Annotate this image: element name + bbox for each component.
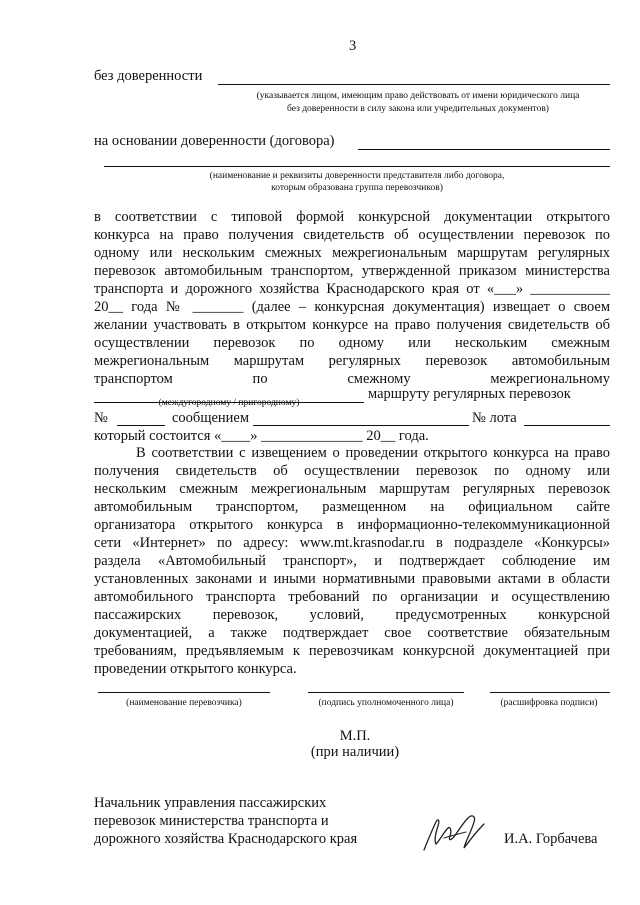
footer-name: И.А. Горбачева [504,831,598,847]
para2-line: В соответствии с извещением о проведении открытого конкурса на право [136,445,610,461]
para2-line-last: проведении открытого конкурса. [94,661,297,677]
with-proxy-field-line [358,149,610,150]
footer-position-line-2: перевозок министерства транспорта и [94,813,329,829]
held-date-line: который состоится «____» ______________ 20__ года. [94,428,429,444]
with-proxy-note-2: которым образована группа перевозчиков) [271,183,443,193]
para1-line: транспорта и дорожного хозяйства Краснодарского края от «___» ___________ [94,281,610,297]
lot-number-label: № лота [472,410,517,426]
footer-position-line-3: дорожного хозяйства Краснодарского края [94,831,358,847]
lot-number-field [524,425,610,426]
footer-position-line-1: Начальник управления пассажирских [94,795,327,811]
para2-line: получения свидетельств об осуществлении перевозок по одному или [94,463,610,479]
carrier-name-caption: (наименование перевозчика) [126,698,242,708]
para2-line: пассажирских перевозок, условий, предусмотренных конкурсной [94,607,610,623]
para2-line: раздела «Автомобильный транспорт», и подтверждает соблюдение им [94,553,610,569]
without-proxy-field-line [218,84,610,85]
stamp-if-any: (при наличии) [310,744,400,760]
para2-line: требованиям, предъявляемым к перевозчикам конкурсной документацией при [94,643,610,659]
para1-line: конкурса на право получения свидетельств об осуществлении перевозок по [94,227,610,243]
para1-line: перевозок автомобильным транспортом, утвержденной приказом министерства [94,263,610,279]
para1-line: в соответствии с типовой формой конкурсной документации открытого [94,209,610,225]
para2-line: сети «Интернет» по адресу: www.mt.krasnodar.ru в подразделе «Конкурсы» [94,535,610,551]
message-number-field [117,425,165,426]
route-suffix: маршруту регулярных перевозок [368,386,571,402]
with-proxy-field-line-2 [104,166,610,167]
para1-line: осуществлении перевозок по одному или нескольким смежным [94,335,610,351]
page-number: 3 [349,38,357,54]
with-proxy-label: на основании доверенности (договора) [94,133,335,149]
message-label: сообщением [172,410,250,426]
para1-line: одному или нескольким смежных межрегиональным маршрутам регулярных [94,245,610,261]
message-number-label: № [94,410,108,426]
carrier-name-line [98,692,270,693]
stamp-place: М.П. [339,728,371,744]
para1-line: желании участвовать в открытом конкурсе на право получения свидетельств об [94,317,610,333]
message-field [253,425,469,426]
route-type-note: (междугородному / пригородному) [158,398,300,408]
para2-line: автомобильного транспорта требований по организации и осуществлению [94,589,610,605]
para2-line: организатора открытого конкурса в информационно-телекоммуникационной [94,517,610,533]
para1-line: 20__ года № _______ (далее – конкурсная документация) извещает о своем [94,299,610,315]
with-proxy-note-1: (наименование и реквизиты доверенности представителя либо договора, [209,171,505,181]
without-proxy-note-2: без доверенности в силу закона или учредительных документов) [287,104,549,114]
para2-line: нескольким смежным межрегиональным маршрутам регулярных перевозок [94,481,610,497]
para1-line: транспортом по смежному межрегиональному [94,371,610,387]
signature-caption: (подпись уполномоченного лица) [318,698,454,708]
without-proxy-label: без доверенности [94,68,203,84]
handwritten-signature-icon [418,810,498,858]
without-proxy-note-1: (указывается лицом, имеющим право действовать от имени юридического лица [256,91,580,101]
signature-line [308,692,464,693]
decode-caption: (расшифровка подписи) [500,698,598,708]
decode-line [490,692,610,693]
para1-line: межрегиональным маршрутам регулярных перевозок автомобильным [94,353,610,369]
para2-line: автомобильным транспортом, размещенном на официальном сайте [94,499,610,515]
para2-line: установленных законами и иными нормативными правовыми актами в области [94,571,610,587]
para2-line: документацией, а также подтверждает свое соответствие обязательным [94,625,610,641]
